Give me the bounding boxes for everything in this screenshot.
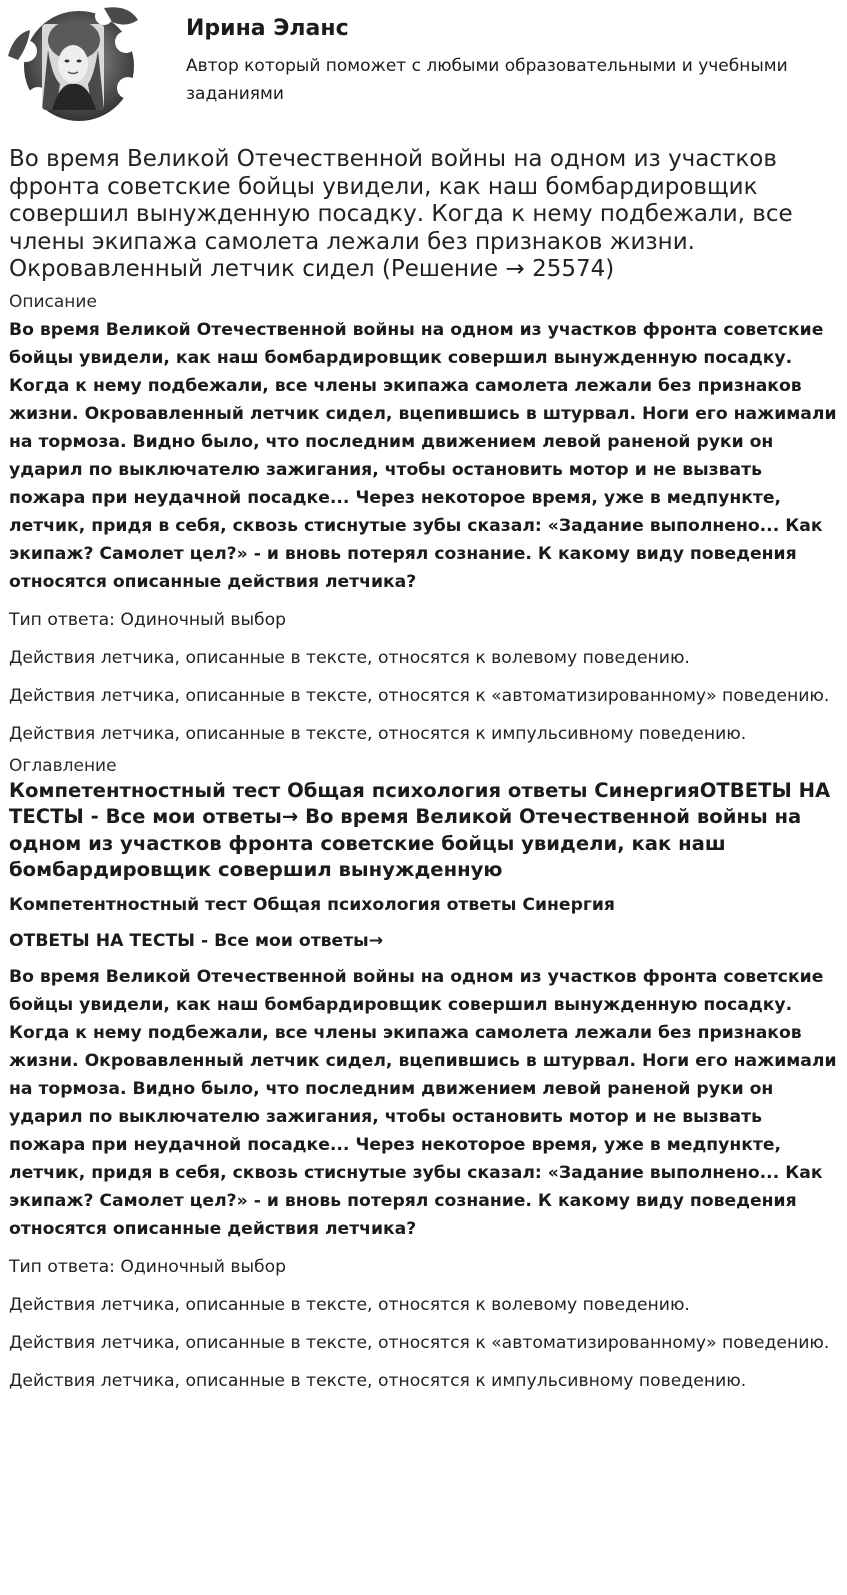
toc-option-2: Действия летчика, описанные в тексте, относятся к «автоматизированному» поведению. xyxy=(9,1332,830,1353)
author-description: Автор который поможет с любыми образовательными и учебными заданиями xyxy=(186,56,788,104)
main-content xyxy=(9,146,839,1395)
author-card xyxy=(8,6,838,126)
author-name[interactable]: Ирина Эланс xyxy=(186,16,349,41)
toc-question: Во время Великой Отечественной войны на одном из участков фронта советские бойцы увидели, как наш бомбардировщик совершил вынужденную посадку. Когда к нему подбежали, все члены экипажа самолета лежали без признаков жизни. Окровавленный летчик сидел, вцепившись в штурвал. Ноги его нажимали на тормоза. Видно было, что последним движением левой раненой руки он ударил по выключателю зажигания, чтобы остановить мотор и не вызвать пожара при неудачной посадке... Через некоторое время, уже в медпункте, летчик, придя в себя, сквозь стиснутые зубы сказал: «Задание выполнено... Как экипаж? Самолет цел?» - и вновь потерял сознание. К какому виду поведения относятся описанные действия летчика? xyxy=(9,966,837,1239)
toc-answer-type: Тип ответа: Одиночный выбор xyxy=(9,1256,287,1277)
toc-label: Оглавление xyxy=(9,755,117,776)
toc-option-3: Действия летчика, описанные в тексте, относятся к импульсивному поведению. xyxy=(9,1370,747,1391)
description-answer-type: Тип ответа: Одиночный выбор xyxy=(9,609,287,630)
description-question: Во время Великой Отечественной войны на одном из участков фронта советские бойцы увидели, как наш бомбардировщик совершил вынужденную посадку. Когда к нему подбежали, все члены экипажа самолета лежали без признаков жизни. Окровавленный летчик сидел, вцепившись в штурвал. Ноги его нажимали на тормоза. Видно было, что последним движением левой раненой руки он ударил по выключателю зажигания, чтобы остановить мотор и не вызвать пожара при неудачной посадке... Через некоторое время, уже в медпункте, летчик, придя в себя, сквозь стиснутые зубы сказал: «Задание выполнено... Как экипаж? Самолет цел?» - и вновь потерял сознание. К какому виду поведения относятся описанные действия летчика? xyxy=(9,319,837,592)
page-title: Во время Великой Отечественной войны на одном из участков фронта советские бойцы увидели, как наш бомбардировщик совершил вынужденную посадку. Когда к нему подбежали, все члены экипажа самолета лежали без признаков жизни. Окровавленный летчик сидел (Решение → 25574) xyxy=(9,146,793,282)
description-option-2: Действия летчика, описанные в тексте, относятся к «автоматизированному» поведению. xyxy=(9,685,830,706)
description-option-3: Действия летчика, описанные в тексте, относятся к импульсивному поведению. xyxy=(9,723,747,744)
toc-subtitle: Компетентностный тест Общая психология ответы Синергия xyxy=(9,894,615,915)
toc-title: Компетентностный тест Общая психология ответы СинергияОТВЕТЫ НА ТЕСТЫ - Все мои ответы→ Во время Великой Отечественной войны на одном из участков фронта советские бойцы увидели, как наш бомбардировщик совершил вынужденную xyxy=(9,778,831,881)
description-option-1: Действия летчика, описанные в тексте, относятся к волевому поведению. xyxy=(9,647,690,668)
answers-link[interactable]: ОТВЕТЫ НА ТЕСТЫ - Все мои ответы→ xyxy=(9,930,384,951)
description-label: Описание xyxy=(9,291,97,312)
author-avatar[interactable] xyxy=(8,6,150,124)
toc-option-1: Действия летчика, описанные в тексте, относятся к волевому поведению. xyxy=(9,1294,690,1315)
